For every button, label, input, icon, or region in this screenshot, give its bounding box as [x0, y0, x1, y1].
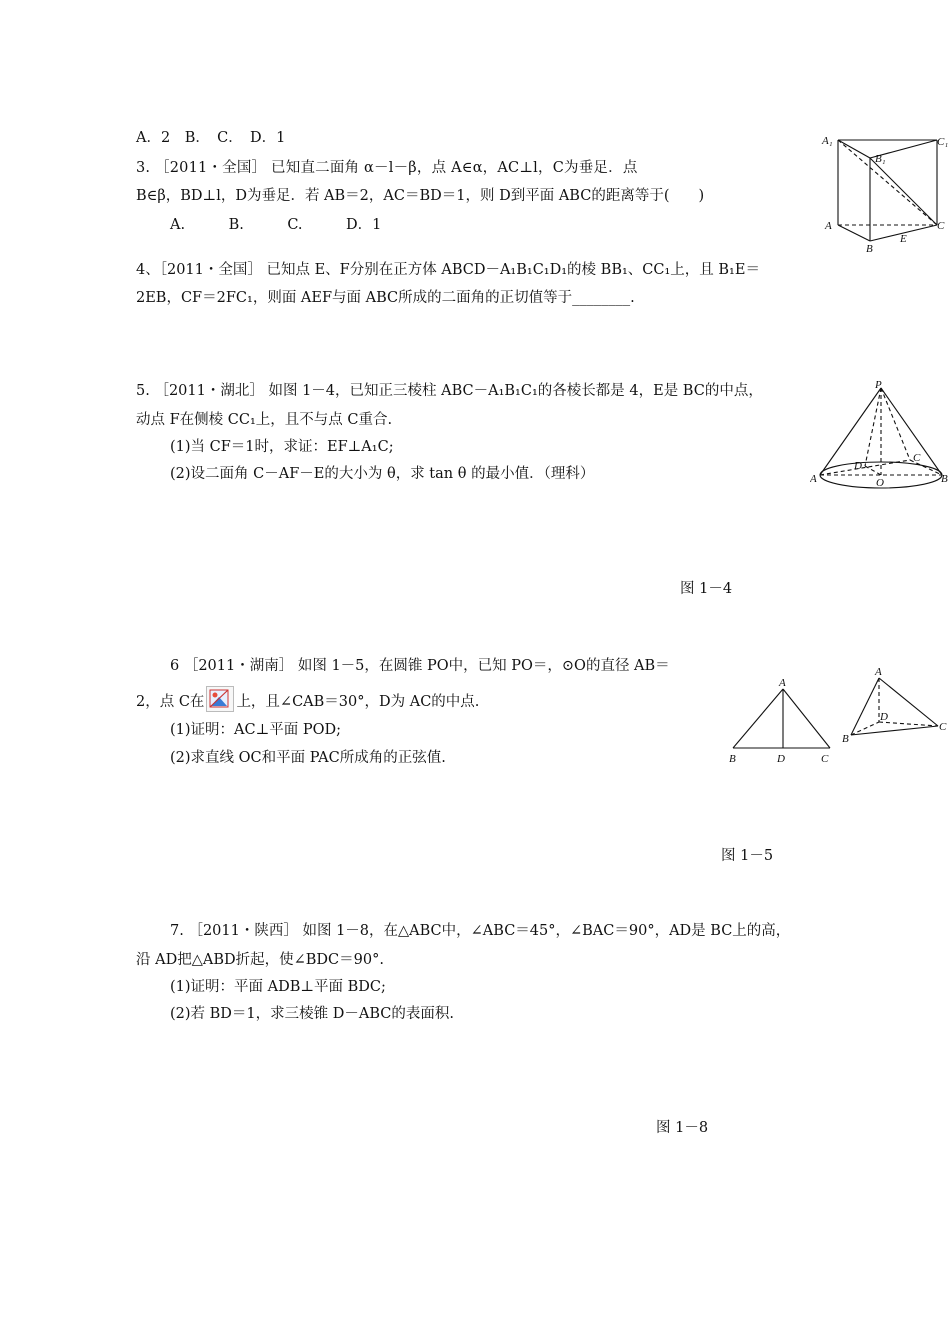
label-B: B [842, 733, 849, 745]
prism-figure [820, 128, 950, 253]
q4-line1: 4、［2011・全国］ 已知点 E、F分别在正方体 ABCD－A₁B₁C₁D₁的棱 BB₁、CC₁上，且 B₁E＝ [136, 262, 760, 278]
label-B: B [941, 473, 948, 485]
q5-part1: (1)当 CF＝1时，求证：EF⊥A₁C; [170, 439, 394, 455]
label-C: C [913, 452, 921, 464]
label-C: C [937, 220, 945, 232]
fig-caption-1-8: 图 1－8 [656, 1120, 709, 1136]
label-A: A [875, 666, 882, 678]
label-D: D [854, 460, 862, 472]
label-C: C [821, 753, 829, 765]
q6-part2: (2)求直线 OC和平面 PAC所成角的正弦值. [170, 750, 446, 766]
label-D: D [880, 711, 888, 723]
label-O: O [876, 477, 884, 489]
fig-caption-1-4: 图 1－4 [680, 581, 733, 597]
label-C: C [939, 721, 947, 733]
label-B: B [729, 753, 736, 765]
q5-part2: (2)设二面角 C－AF－E的大小为 θ，求 tan θ 的最小值．（理科） [170, 466, 595, 482]
fig-caption-1-5: 图 1－5 [721, 848, 774, 864]
triangle-figure [722, 674, 837, 766]
q6-line2-start: 2，点 C在 [136, 694, 205, 710]
label-C1: C₁ [937, 136, 949, 148]
label-P: P [875, 379, 882, 391]
q7-part2: (2)若 BD＝1，求三棱锥 D－ABC的表面积. [170, 1006, 454, 1022]
q6-line2-end: 上，且∠CAB＝30°，D为 AC的中点. [236, 694, 480, 710]
label-B: B [866, 243, 873, 253]
label-E: E [900, 233, 907, 245]
label-B1: B₁ [875, 153, 886, 165]
label-A1: A₁ [822, 135, 833, 147]
q3-line1: 3. ［2011・全国］ 已知直二面角 α－l－β，点 A∈α，AC⊥l，C为垂足．点 [136, 160, 638, 176]
q5-line2: 动点 F在侧棱 CC₁上，且不与点 C重合. [136, 412, 393, 428]
q7-part1: (1)证明：平面 ADB⊥平面 BDC; [170, 979, 386, 995]
label-D: D [777, 753, 785, 765]
q5-line1: 5. ［2011・湖北］ 如图 1－4，已知正三棱柱 ABC－A₁B₁C₁的各棱长都是 4，E是 BC的中点， [136, 383, 763, 399]
pyramid-figure [838, 664, 950, 746]
q4-line2: 2EB，CF＝2FC₁，则面 AEF与面 ABC所成的二面角的正切值等于________. [136, 290, 635, 306]
cone-figure [810, 378, 950, 490]
prev-options: A．2 B． C． D．1 [136, 130, 286, 146]
q6-part1: (1)证明：AC⊥平面 POD; [170, 722, 342, 738]
q3-line2: B∈β，BD⊥l，D为垂足．若 AB＝2，AC＝BD＝1，则 D到平面 ABC的距离等于( ) [136, 188, 705, 204]
q6-line2 [136, 686, 479, 712]
broken-image-icon [206, 686, 234, 712]
label-A: A [779, 677, 786, 689]
label-A: A [810, 473, 817, 485]
label-A: A [825, 220, 832, 232]
q7-line2: 沿 AD把△ABD折起，使∠BDC＝90°. [136, 952, 384, 968]
q7-line1: 7. ［2011・陕西］ 如图 1－8，在△ABC中，∠ABC＝45°，∠BAC＝90°，AD是 BC上的高， [170, 923, 791, 939]
q3-options: A. B. C. D．1 [170, 217, 382, 233]
q6-line1: 6 ［2011・湖南］ 如图 1－5，在圆锥 PO中，已知 PO＝，⊙O的直径 AB＝ [170, 658, 670, 674]
